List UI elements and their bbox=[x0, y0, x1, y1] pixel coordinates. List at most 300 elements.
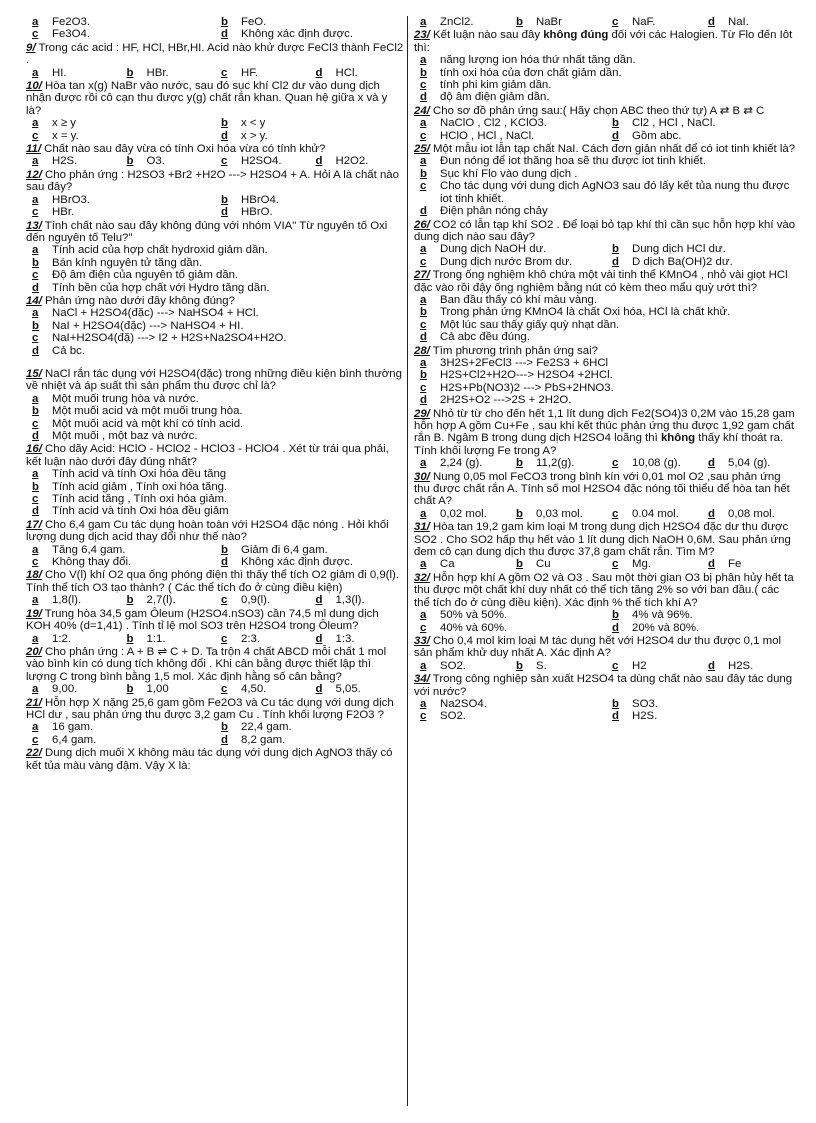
option-row bbox=[414, 508, 798, 520]
answer-option[interactable] bbox=[414, 67, 798, 79]
option-row bbox=[26, 556, 404, 568]
option-text: x ≥ y bbox=[52, 117, 76, 130]
question-stem bbox=[26, 747, 404, 772]
option-text: 2,7(l). bbox=[146, 594, 176, 607]
option-text: 4,50. bbox=[241, 683, 267, 696]
option-text: 2H2S+O2 --->2S + 2H2O. bbox=[440, 394, 572, 407]
answer-option[interactable] bbox=[414, 508, 510, 520]
option-text: HClO , HCl , NaCl. bbox=[440, 129, 535, 142]
option-letter: c bbox=[612, 558, 619, 571]
answer-option[interactable] bbox=[26, 320, 404, 332]
question bbox=[26, 143, 404, 168]
option-text: H2 bbox=[632, 659, 647, 672]
question-text: Hỗn hợp X nặng 25,6 gam gồm Fe2O3 và Cu tác dụng với dung dịch HCl dư , sau phản ứng thu được 3,2 gam Cu . Tính khối lượng F2O3 ? bbox=[26, 696, 394, 721]
question bbox=[26, 697, 404, 747]
option-letter: a bbox=[420, 54, 427, 67]
answer-option[interactable] bbox=[414, 710, 606, 722]
option-text: H2SO4. bbox=[241, 155, 282, 168]
answer-option[interactable] bbox=[26, 405, 404, 417]
question-text: Hỗn hợp khí A gồm O2 và O3 . Sau một thời gian O3 bị phân hủy hết ta thu được một chất khí duy nhất có thể tích tăng 2% so với ban đầu.( các thể tích đo ở cùng điều kiện). Xác định % thể tích khí A? bbox=[414, 571, 794, 609]
answer-option[interactable] bbox=[215, 117, 404, 129]
answer-option[interactable] bbox=[414, 622, 606, 634]
option-letter: d bbox=[612, 710, 619, 723]
answer-option[interactable] bbox=[121, 633, 216, 645]
question-text: Cho phản ứng : A + B ⇌ C + D. Ta trộn 4 chất ABCD mỗi chất 1 mol vào bình kín có dung tích không đổi . Khi cân bằng được thiết lập thì lượng C trong bình bằng 1,5 mol. Xác định hằng số cân bằng? bbox=[26, 645, 387, 683]
question-stem bbox=[414, 635, 798, 660]
option-row bbox=[414, 660, 798, 672]
answer-option[interactable] bbox=[310, 594, 405, 606]
answer-option[interactable] bbox=[510, 660, 606, 672]
left-column bbox=[26, 16, 404, 773]
option-letter: a bbox=[32, 193, 39, 206]
answer-option[interactable] bbox=[414, 457, 510, 469]
answer-option[interactable] bbox=[606, 130, 798, 142]
option-letter: d bbox=[708, 16, 715, 28]
question bbox=[414, 105, 798, 142]
option-row bbox=[26, 345, 404, 357]
question-number: 16/ bbox=[26, 443, 42, 456]
question bbox=[414, 345, 798, 407]
option-text: O3. bbox=[146, 155, 165, 168]
option-text: 0.04 mol. bbox=[632, 507, 679, 520]
option-text: 16 gam. bbox=[52, 721, 94, 734]
option-text: Fe bbox=[728, 558, 742, 571]
option-text: 4% và 96%. bbox=[632, 609, 693, 622]
answer-option[interactable] bbox=[310, 633, 405, 645]
answer-option[interactable] bbox=[702, 16, 798, 28]
answer-option[interactable] bbox=[414, 294, 798, 306]
option-letter: c bbox=[420, 255, 427, 268]
answer-option[interactable] bbox=[414, 91, 798, 103]
question bbox=[414, 471, 798, 521]
option-text: SO3. bbox=[632, 697, 658, 710]
answer-option[interactable] bbox=[26, 734, 215, 746]
question-stem bbox=[414, 471, 798, 508]
answer-option[interactable] bbox=[414, 256, 606, 268]
option-row bbox=[414, 168, 798, 180]
answer-option[interactable] bbox=[26, 117, 215, 129]
option-text: Sục khí Flo vào dung dịch . bbox=[440, 167, 578, 180]
answer-option[interactable] bbox=[26, 544, 215, 556]
question bbox=[414, 143, 798, 217]
option-letter: c bbox=[221, 594, 228, 607]
option-text: 3H2S+2FeCl3 ---> Fe2S3 + 6HCl bbox=[440, 356, 609, 369]
question-text: Nhỏ từ từ cho đến hết 1,1 lít dung dịch Fe2(SO4)3 0,2M vào 15,28 gam hỗn hợp A gồm Cu+Fe , sau khi kết thúc phản ứng thu được 1,92 gam chất rắn B. Ngâm B trong dung dịch H2SO4 loãng thì bbox=[414, 407, 795, 445]
answer-option[interactable] bbox=[26, 721, 215, 733]
option-row bbox=[414, 155, 798, 167]
option-letter: b bbox=[612, 609, 619, 622]
answer-option[interactable] bbox=[121, 67, 216, 79]
option-letter: a bbox=[420, 457, 427, 470]
answer-option[interactable] bbox=[414, 357, 798, 369]
option-text: SO2. bbox=[440, 659, 466, 672]
option-letter: a bbox=[32, 244, 39, 257]
answer-option[interactable] bbox=[414, 16, 510, 28]
option-letter: a bbox=[32, 392, 39, 405]
option-letter: a bbox=[420, 155, 427, 168]
option-text: Một lúc sau thấy giấy quỳ nhạt dần. bbox=[440, 318, 620, 331]
option-row bbox=[414, 622, 798, 634]
answer-option[interactable] bbox=[702, 508, 798, 520]
answer-option[interactable] bbox=[702, 558, 798, 570]
question-text: Hòa tan 19,2 gam kim loại M trong dung dịch H2SO4 đặc dư thu được SO2 . Cho SO2 hấp thụ hết vào 1 lít dung dịch NaOH 0,6M. Sau phản ứng đem cô cạn dung dịch thu được 37,8 gam chất rắn. Tìm M? bbox=[414, 521, 791, 559]
option-text: Ca bbox=[440, 558, 455, 571]
option-letter: b bbox=[126, 594, 134, 607]
answer-option[interactable] bbox=[26, 683, 121, 695]
option-text: Ban đầu thấy có khí màu vàng. bbox=[440, 293, 598, 306]
option-row bbox=[26, 28, 404, 40]
column-divider bbox=[407, 16, 408, 1106]
option-letter: d bbox=[708, 457, 715, 470]
answer-option[interactable] bbox=[26, 130, 215, 142]
answer-option[interactable] bbox=[606, 457, 702, 469]
answer-option[interactable] bbox=[215, 594, 310, 606]
option-text: Na2SO4. bbox=[440, 697, 487, 710]
answer-option[interactable] bbox=[414, 130, 606, 142]
option-text: 50% và 50%. bbox=[440, 609, 508, 622]
option-row bbox=[26, 67, 404, 79]
option-letter: b bbox=[32, 480, 39, 493]
answer-option[interactable] bbox=[26, 418, 404, 430]
option-text: 1:3. bbox=[335, 632, 355, 645]
option-text: HBr. bbox=[146, 66, 169, 79]
option-row bbox=[414, 319, 798, 331]
answer-option[interactable] bbox=[121, 683, 216, 695]
option-text: Tính acid và tính Oxi hóa đều giảm bbox=[52, 505, 229, 518]
answer-option[interactable] bbox=[215, 544, 404, 556]
answer-option[interactable] bbox=[414, 369, 798, 381]
answer-option[interactable] bbox=[215, 683, 310, 695]
option-letter: b bbox=[221, 721, 228, 734]
option-row bbox=[26, 282, 404, 294]
question-stem bbox=[414, 572, 798, 609]
option-letter: c bbox=[32, 332, 39, 345]
option-letter: c bbox=[612, 659, 619, 672]
option-letter: b bbox=[516, 16, 523, 28]
option-text: NaCl + H2SO4(đặc) ---> NaHSO4 + HCl. bbox=[52, 307, 259, 320]
question bbox=[26, 80, 404, 142]
answer-option[interactable] bbox=[414, 558, 510, 570]
question-text: Cho 0,4 mol kim loại M tác dụng hết với H2SO4 dư thu được 0,1 mol sản phẩm khử duy nhất A. Xác định A? bbox=[414, 634, 782, 660]
answer-option[interactable] bbox=[510, 16, 606, 28]
answer-option[interactable] bbox=[414, 698, 606, 710]
option-text: Fe2O3. bbox=[52, 16, 90, 28]
option-text: HI. bbox=[52, 66, 67, 79]
answer-option[interactable] bbox=[215, 734, 404, 746]
question bbox=[414, 521, 798, 571]
question bbox=[26, 443, 404, 517]
answer-option[interactable] bbox=[26, 505, 404, 517]
option-row bbox=[26, 418, 404, 430]
question bbox=[26, 295, 404, 357]
option-letter: c bbox=[420, 710, 427, 723]
question-number: 12/ bbox=[26, 168, 42, 181]
answer-option[interactable] bbox=[26, 594, 121, 606]
answer-option[interactable] bbox=[310, 683, 405, 695]
answer-option[interactable] bbox=[606, 710, 798, 722]
option-letter: c bbox=[420, 79, 427, 92]
question-text: CO2 có lẫn tạp khí SO2 . Để loại bỏ tạp khí thì cần sục hỗn hợp khí vào dung dịch nào sau đây? bbox=[414, 218, 796, 243]
option-row bbox=[26, 206, 404, 218]
answer-option[interactable] bbox=[121, 155, 216, 167]
question-text: Hòa tan x(g) NaBr vào nước, sau đó sục khí Cl2 dư vào dung dịch nhận được rồi cô cạn thu được y(g) chất rắn khan. Quan hệ giữa x và y là? bbox=[26, 80, 388, 117]
option-row bbox=[414, 54, 798, 66]
option-row bbox=[414, 67, 798, 79]
option-letter: a bbox=[420, 507, 427, 520]
question-stem bbox=[26, 569, 404, 594]
option-text: HBrO3. bbox=[52, 193, 90, 206]
answer-option[interactable] bbox=[414, 331, 798, 343]
question-number: 17/ bbox=[26, 518, 42, 531]
answer-option[interactable] bbox=[606, 16, 702, 28]
option-letter: d bbox=[612, 621, 619, 634]
option-row bbox=[26, 320, 404, 332]
option-row bbox=[414, 91, 798, 103]
answer-option[interactable] bbox=[414, 155, 798, 167]
option-row bbox=[26, 683, 404, 695]
option-letter: a bbox=[420, 243, 427, 256]
option-text: Mg. bbox=[632, 558, 651, 571]
answer-option[interactable] bbox=[26, 556, 215, 568]
option-letter: c bbox=[612, 457, 619, 470]
question bbox=[414, 572, 798, 634]
option-letter: a bbox=[32, 66, 39, 79]
answer-option[interactable] bbox=[26, 430, 404, 442]
option-text: 2:3. bbox=[241, 632, 260, 645]
option-letter: d bbox=[221, 28, 228, 41]
answer-option[interactable] bbox=[26, 332, 404, 344]
answer-option[interactable] bbox=[414, 205, 798, 217]
question-text: Trong các acid : HF, HCl, HBr,HI. Acid nào khử được FeCl3 thành FeCl2 . bbox=[26, 41, 404, 67]
answer-option[interactable] bbox=[215, 633, 310, 645]
option-text: tính oxi hóa của đơn chất giảm dần. bbox=[440, 66, 622, 79]
answer-option[interactable] bbox=[606, 660, 702, 672]
option-letter: c bbox=[221, 683, 228, 696]
option-row bbox=[414, 205, 798, 217]
option-text: Một muối trung hòa và nước. bbox=[52, 392, 199, 405]
option-letter: a bbox=[32, 594, 39, 607]
question-stem bbox=[26, 42, 404, 67]
option-text: FeO. bbox=[241, 16, 267, 28]
answer-option[interactable] bbox=[26, 307, 404, 319]
answer-option[interactable] bbox=[215, 130, 404, 142]
answer-option[interactable] bbox=[702, 660, 798, 672]
question bbox=[414, 635, 798, 672]
option-text: Tăng 6,4 gam. bbox=[52, 543, 126, 556]
answer-option[interactable] bbox=[606, 117, 798, 129]
answer-option[interactable] bbox=[26, 468, 404, 480]
answer-option[interactable] bbox=[121, 594, 216, 606]
option-text: NaF. bbox=[632, 16, 656, 28]
question-stem bbox=[26, 169, 404, 194]
answer-option[interactable] bbox=[215, 556, 404, 568]
answer-option[interactable] bbox=[414, 394, 798, 406]
answer-option[interactable] bbox=[26, 257, 404, 269]
answer-option[interactable] bbox=[215, 194, 404, 206]
question bbox=[414, 673, 798, 723]
option-row bbox=[26, 257, 404, 269]
answer-option[interactable] bbox=[26, 28, 215, 40]
option-letter: d bbox=[315, 66, 323, 79]
option-row bbox=[26, 633, 404, 645]
answer-option[interactable] bbox=[606, 698, 798, 710]
answer-option[interactable] bbox=[606, 256, 798, 268]
answer-option[interactable] bbox=[26, 244, 404, 256]
option-text: 0,02 mol. bbox=[440, 507, 487, 520]
option-text: Gồm abc. bbox=[632, 129, 682, 142]
option-letter: b bbox=[32, 319, 39, 332]
option-row bbox=[26, 194, 404, 206]
option-row bbox=[414, 369, 798, 381]
option-text: 8,2 gam. bbox=[241, 733, 286, 746]
option-row bbox=[26, 393, 404, 405]
option-letter: b bbox=[516, 457, 523, 470]
answer-option[interactable] bbox=[26, 67, 121, 79]
option-letter: d bbox=[708, 659, 715, 672]
answer-option[interactable] bbox=[414, 79, 798, 91]
answer-option[interactable] bbox=[414, 243, 606, 255]
answer-option[interactable] bbox=[606, 243, 798, 255]
answer-option[interactable] bbox=[414, 54, 798, 66]
question-number: 21/ bbox=[26, 696, 42, 709]
option-letter: b bbox=[612, 697, 619, 710]
question-text: Chất nào sau đây vừa có tính Oxi hóa vừa có tính khử? bbox=[41, 143, 326, 156]
question-stem bbox=[414, 143, 798, 155]
answer-option[interactable] bbox=[702, 457, 798, 469]
option-letter: b bbox=[420, 66, 427, 79]
option-letter: b bbox=[221, 193, 228, 206]
option-row bbox=[414, 16, 798, 28]
option-letter: d bbox=[315, 594, 323, 607]
answer-option[interactable] bbox=[26, 194, 215, 206]
option-letter: d bbox=[221, 733, 228, 746]
question-number: 29/ bbox=[414, 407, 430, 420]
answer-option[interactable] bbox=[310, 67, 405, 79]
option-text: NaI. bbox=[728, 16, 749, 28]
option-letter: a bbox=[420, 117, 427, 130]
option-letter: a bbox=[32, 721, 39, 734]
answer-option[interactable] bbox=[215, 721, 404, 733]
question-stem bbox=[26, 697, 404, 722]
option-row bbox=[414, 394, 798, 406]
answer-option[interactable] bbox=[26, 345, 404, 357]
option-row bbox=[26, 405, 404, 417]
answer-option[interactable] bbox=[414, 382, 798, 394]
answer-option[interactable] bbox=[26, 206, 215, 218]
answer-option[interactable] bbox=[606, 609, 798, 621]
option-text: 40% và 60%. bbox=[440, 621, 508, 634]
option-row bbox=[414, 457, 798, 469]
answer-option[interactable] bbox=[414, 306, 798, 318]
answer-option[interactable] bbox=[26, 155, 121, 167]
answer-option[interactable] bbox=[26, 493, 404, 505]
answer-option[interactable] bbox=[510, 558, 606, 570]
answer-option[interactable] bbox=[510, 457, 606, 469]
question-number: 25/ bbox=[414, 143, 430, 156]
option-text: tính phi kim giảm dần. bbox=[440, 79, 552, 92]
option-row bbox=[414, 382, 798, 394]
question-text: Cho 6,4 gam Cu tác dụng hoàn toàn với H2SO4 đặc nóng . Hỏi khối lượng dung dịch acid thay đổi như thế nào? bbox=[26, 518, 389, 544]
question-number: 22/ bbox=[26, 747, 42, 760]
question-stem bbox=[414, 408, 798, 458]
option-letter: d bbox=[708, 507, 715, 520]
question-number: 10/ bbox=[26, 80, 42, 93]
answer-option[interactable] bbox=[414, 168, 798, 180]
answer-option[interactable] bbox=[606, 558, 702, 570]
option-letter: c bbox=[420, 318, 427, 331]
option-text: H2S. bbox=[632, 710, 658, 723]
option-letter: b bbox=[420, 306, 427, 319]
option-letter: c bbox=[420, 381, 427, 394]
question bbox=[26, 220, 404, 294]
answer-option[interactable] bbox=[26, 633, 121, 645]
emphasis-text: không bbox=[660, 432, 696, 445]
option-text: 10,08 (g). bbox=[632, 457, 681, 470]
option-letter: d bbox=[612, 255, 619, 268]
answer-option[interactable] bbox=[310, 155, 405, 167]
answer-option[interactable] bbox=[215, 67, 310, 79]
option-letter: a bbox=[420, 659, 427, 672]
option-letter: a bbox=[32, 16, 39, 28]
option-text: 9,00. bbox=[52, 683, 78, 696]
option-text: Tính acid tăng , Tính oxi hóa giảm. bbox=[52, 493, 228, 506]
answer-option[interactable] bbox=[215, 16, 404, 28]
option-text: 20% và 80%. bbox=[632, 621, 700, 634]
option-text: Cho tác dụng với dung dịch AgNO3 sau đó lấy kết tủa nung thu được iot tinh khiết. bbox=[440, 180, 790, 205]
answer-option[interactable] bbox=[26, 481, 404, 493]
option-row bbox=[414, 609, 798, 621]
answer-option[interactable] bbox=[414, 117, 606, 129]
question-stem bbox=[26, 143, 404, 155]
answer-option[interactable] bbox=[510, 508, 606, 520]
question-number: 9/ bbox=[26, 41, 36, 54]
question-stem bbox=[414, 521, 798, 558]
answer-option[interactable] bbox=[215, 28, 404, 40]
answer-option[interactable] bbox=[414, 319, 798, 331]
question-text: Trong công nghiệp sản xuất H2SO4 ta dùng chất nào sau đây tác dụng với nước? bbox=[414, 673, 793, 698]
answer-option[interactable] bbox=[215, 206, 404, 218]
option-letter: d bbox=[32, 505, 39, 518]
answer-option[interactable] bbox=[606, 508, 702, 520]
answer-option[interactable] bbox=[26, 269, 404, 281]
answer-option[interactable] bbox=[414, 180, 798, 205]
option-row bbox=[26, 481, 404, 493]
option-text: Cả abc đều đúng. bbox=[440, 331, 530, 344]
option-text: S. bbox=[536, 659, 547, 672]
answer-option[interactable] bbox=[606, 622, 798, 634]
option-text: H2O2. bbox=[335, 155, 369, 168]
option-letter: a bbox=[32, 543, 39, 556]
question-number: 18/ bbox=[26, 569, 42, 582]
question bbox=[414, 29, 798, 103]
question-stem bbox=[26, 368, 404, 393]
option-letter: c bbox=[420, 180, 427, 193]
option-row bbox=[26, 332, 404, 344]
answer-option[interactable] bbox=[26, 16, 215, 28]
answer-option[interactable] bbox=[215, 155, 310, 167]
option-letter: b bbox=[126, 66, 134, 79]
answer-option[interactable] bbox=[26, 282, 404, 294]
option-text: Cu bbox=[536, 558, 551, 571]
answer-option[interactable] bbox=[26, 393, 404, 405]
option-letter: b bbox=[126, 632, 134, 645]
option-row bbox=[26, 16, 404, 28]
answer-option[interactable] bbox=[414, 609, 606, 621]
answer-option[interactable] bbox=[414, 660, 510, 672]
option-letter: c bbox=[420, 129, 427, 142]
question-stem bbox=[414, 345, 798, 357]
question-number: 13/ bbox=[26, 219, 42, 232]
